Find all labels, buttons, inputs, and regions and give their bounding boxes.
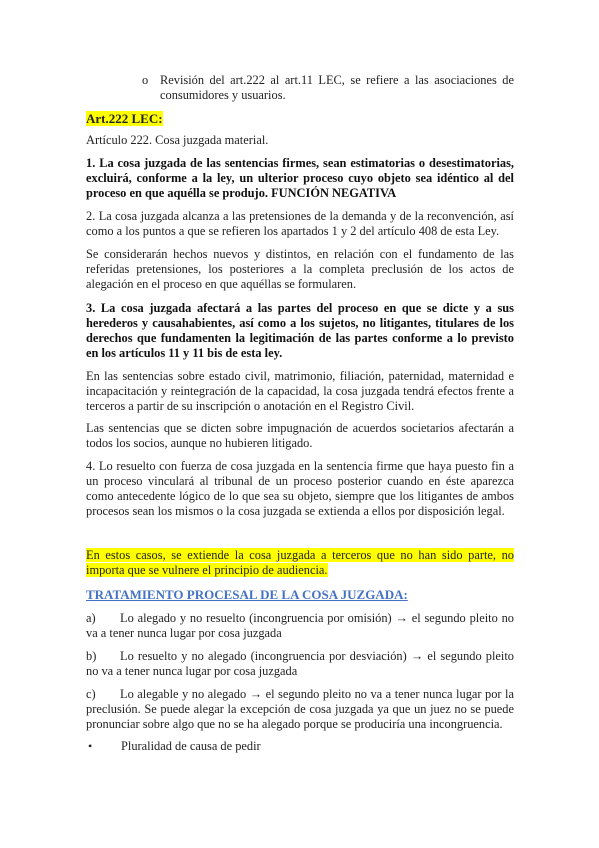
list-item-letter: b): [86, 649, 97, 663]
paragraph-7: 4. Lo resuelto con fuerza de cosa juzgada en la sentencia firme que haya puesto fin a un proceso vinculará al tribunal de un proceso posterior cuando en éste aparezca como antecedente lógico de lo que sea su objeto, siempre que los litigantes de ambos procesos sean los mismos o la cosa juzgada se extienda a ellos por disposición legal.: [86, 459, 514, 518]
paragraph-3: Se considerarán hechos nuevos y distintos, en relación con el fundamento de las referidas pretensiones, los posteriores a la completa preclusión de los actos de alegación en el proceso en que aquéllas se formularen.: [86, 247, 514, 291]
list-bullet-marker: o: [142, 73, 149, 87]
list-item-text: Lo alegado y no resuelto (incongruencia por omisión) → el segundo pleito no va a tener nunca lugar por cosa juzgada: [86, 611, 514, 640]
paragraph-2: 2. La cosa juzgada alcanza a las pretensiones de la demanda y de la reconvención, así como a los puntos a que se refieren los apartados 1 y 2 del artículo 408 de esta Ley.: [86, 209, 514, 238]
article-title: Artículo 222. Cosa juzgada material.: [86, 133, 269, 147]
list-item-text: Revisión del art.222 al art.11 LEC, se refiere a las asociaciones de consumidores y usuarios.: [160, 73, 514, 102]
section-heading-art222: Art.222 LEC:: [86, 111, 163, 126]
list-item-text: Pluralidad de causa de pedir: [121, 739, 261, 753]
paragraph-5: En las sentencias sobre estado civil, matrimonio, filiación, paternidad, maternidad e incapacitación y reintegración de la capacidad, la cosa juzgada tendrá efectos frente a terceros a partir de su inscripción o anotación en el Registro Civil.: [86, 369, 514, 413]
paragraph-6: Las sentencias que se dicten sobre impugnación de acuerdos societarios afectarán a todos los socios, aunque no hubieren litigado.: [86, 421, 514, 450]
list-item-text: Lo alegable y no alegado → el segundo pleito no va a tener nunca lugar por la preclusión. Se puede alegar la excepción de cosa juzgada ya que un juez no se puede pronunciar sobre algo que no se ha alegado porque se produciría una incongruencia.: [86, 687, 514, 731]
list-item-text: Lo resuelto y no alegado (incongruencia por desviación) → el segundo pleito no va a tener nunca lugar por cosa juzgada: [86, 649, 514, 678]
list-bullet-marker: •: [88, 739, 93, 753]
paragraph-4: 3. La cosa juzgada afectará a las partes del proceso en que se dicte y a sus herederos y causahabientes, así como a los sujetos, no litigantes, titulares de los derechos que fundamenten la legitimación de las partes conforme a lo previsto en los artículos 11 y 11 bis de esta ley.: [86, 301, 514, 360]
list-item-letter: a): [86, 611, 96, 625]
section-heading-tratamiento: TRATAMIENTO PROCESAL DE LA COSA JUZGADA:: [86, 587, 408, 602]
list-item-letter: c): [86, 687, 96, 701]
highlighted-note: En estos casos, se extiende la cosa juzgada a terceros que no han sido parte, no importa que se vulnere el principio de audiencia.: [86, 548, 514, 577]
paragraph-1: 1. La cosa juzgada de las sentencias firmes, sean estimatorias o desestimatorias, excluirá, conforme a la ley, un ulterior proceso cuyo objeto sea idéntico al del proceso en que aquélla se produjo. FUNCIÓN NEGATIVA: [86, 156, 514, 200]
